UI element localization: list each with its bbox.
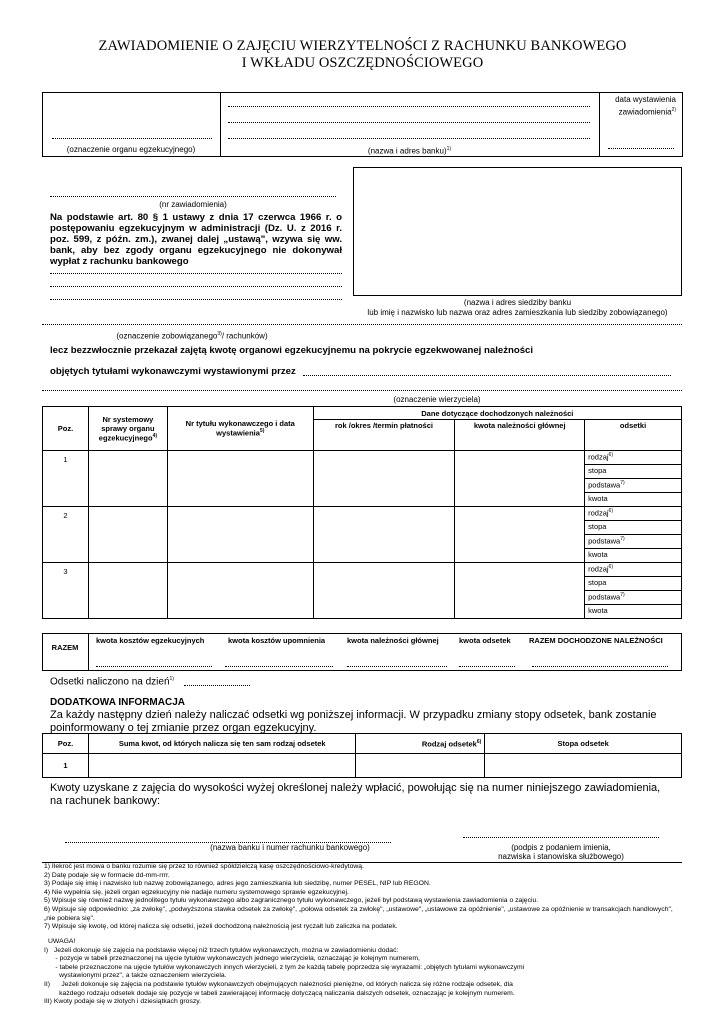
cell-rodzaj[interactable]: rodzaj$^{6)}$ [585, 451, 682, 465]
add-col-stopa: Stopa odsetek [485, 734, 682, 754]
cell-kwota-odsetek[interactable]: kwota [585, 605, 682, 619]
add-cell-suma[interactable] [88, 754, 356, 778]
col-kwota: kwota należności głównej [455, 420, 585, 451]
document-title-line1: ZAWIADOMIENIE O ZAJĘCIU WIERZYTELNOŚCI Z RACHUNKU BANKOWEGO [98, 38, 627, 54]
footnote: 1) Ilekroć jest mowa o banku rozumie się przez to również spółdzielczą kasę oszczędnościowo-kredytową. [44, 863, 364, 870]
koszty-upom-field[interactable] [225, 666, 333, 667]
table-row [43, 563, 682, 577]
date-label: data wystawienia zawiadomienia$^{2)}$ [615, 95, 676, 117]
footnote: 4) Nie wypełnia się, jeżeli organ egzekucyjny nie nadaje numeru systemowego sprawie egzekucyjnej. [44, 888, 349, 896]
payment-text: Kwoty uzyskane z zajęcia do wysokości wyżej określonej należy wpłacić, powołując się na numer niniejszego zawiadomienia, na rachunek bankowy: [50, 782, 661, 807]
cell-nr-sys[interactable] [88, 563, 167, 619]
cell-rodzaj[interactable]: rodzaj$^{6)}$ [585, 507, 682, 521]
organ-field[interactable] [52, 138, 212, 139]
footnote: 7) Wpisuje się kwotę, od której nalicza się odsetki, jeżeli dochodzoną należnością jest ryczałt lub zaliczka na podatek. [44, 923, 398, 931]
signature-label-1: (podpis z podaniem imienia, [511, 843, 611, 852]
organ-label: (oznaczenie organu egzekucyjnego) [66, 145, 196, 154]
note-line: II) Jeżeli dokonuje się zajęcia na podstawie tytułów wykonawczych obejmujących należności pieniężne, od których nalicza się różne rodzaje odsetek, dla [44, 980, 513, 988]
bank-field-line1[interactable] [228, 106, 590, 107]
cell-podstawa[interactable]: podstawa$^{7)}$ [585, 479, 682, 493]
notice-number-label: (nr zawiadomienia) [159, 200, 227, 209]
kwota-odsetek-field[interactable] [459, 666, 515, 667]
note-line: - pozycje w tabeli przeznaczonej na ujęcie tytułów wykonawczych jednego wierzyciela, oznaczając je kolejnym numerem, [44, 955, 420, 963]
creditor-label: (oznaczenie wierzyciela) [393, 395, 481, 404]
cell-nr-tytulu[interactable] [167, 507, 313, 563]
account-field-line1[interactable] [50, 273, 342, 274]
cell-podstawa[interactable]: podstawa$^{7)}$ [585, 591, 682, 605]
dochodzone-field[interactable] [532, 666, 668, 667]
col-odsetki: odsetki [585, 420, 682, 451]
cell-stopa[interactable]: stopa [585, 521, 682, 535]
bank-label: (nazwa i adres banku)$^{1)}$ [367, 146, 452, 156]
add-col-poz: Poz. [43, 734, 89, 754]
account-number-label: (nazwa banku i numer rachunku bankowego) [210, 843, 370, 852]
main-table [42, 406, 682, 619]
cell-nr-tytulu[interactable] [167, 563, 313, 619]
cell-rok[interactable] [313, 451, 455, 507]
notice-number-field[interactable] [50, 196, 336, 197]
kwota-odsetek-label: kwota odsetek [459, 636, 511, 645]
note-line: III) Kwoty podaje się w złotych i dziesiątkach groszy. [44, 998, 202, 1006]
cell-rok[interactable] [313, 563, 455, 619]
address-label-2: lub imię i nazwisko lub nazwa oraz adres zamieszkania lub siedziby zobowiązanego) [367, 308, 668, 317]
footnote: 6) Wpisuje się odpowiednio: „za zwłokę", „podwyższona stawka odsetek za zwłokę", „połowa odsetek za zwłokę", „ustawowe", „ustawowe za opóźnienie", „ustawowe za opóźnienie w transakcjach handlowych", „nie pobiera się". [44, 905, 673, 922]
koszty-upom-label: kwota kosztów upomnienia [228, 636, 326, 645]
additional-table [42, 733, 682, 778]
col-nr-sys: Nr systemowy sprawy organu egzekucyjnego$^{4)}$ [88, 407, 167, 451]
obligor-label: (oznaczenie zobowiązanego$^{3)}$/ rachunków) [116, 331, 268, 341]
additional-text: Za każdy następny dzień należy naliczać odsetki wg poniższej informacji. W przypadku zmiany stopy odsetek, bank zostanie poinformowany o tej zmianie przez organ egzekucyjny. [50, 709, 657, 734]
row-poz: 1 [43, 451, 89, 507]
footnote: 2) Datę podaje się w formacie dd-mm-rrrr. [44, 871, 170, 879]
col-nr-tytulu: Nr tytułu wykonawczego i data wystawienia$^{5)}$ [167, 407, 313, 451]
col-poz: Poz. [43, 407, 89, 451]
col-dane: Dane dotyczące dochodzonych należności [313, 407, 681, 420]
cell-kwota[interactable] [455, 451, 585, 507]
table-row [43, 451, 682, 465]
add-row-poz: 1 [43, 754, 89, 778]
cell-kwota[interactable] [455, 563, 585, 619]
footnotes [44, 863, 680, 932]
add-cell-stopa[interactable] [485, 754, 682, 778]
cell-kwota-odsetek[interactable]: kwota [585, 493, 682, 507]
transfer-line2: objętych tytułami wykonawczymi wystawionymi przez [50, 366, 296, 377]
add-cell-rodzaj[interactable] [356, 754, 485, 778]
cell-nr-sys[interactable] [88, 451, 167, 507]
creditor-field[interactable] [42, 390, 682, 391]
cell-podstawa[interactable]: podstawa$^{7)}$ [585, 535, 682, 549]
cell-rodzaj[interactable]: rodzaj$^{6)}$ [585, 563, 682, 577]
dochodzone-label: RAZEM DOCHODZONE NALEŻNOŚCI [529, 636, 663, 645]
creditor-field-inline[interactable] [303, 375, 671, 376]
table-row [43, 507, 682, 521]
col-rok: rok /okres /termin płatności [313, 420, 455, 451]
document-title-line2: I WKŁADU OSZCZĘDNOŚCIOWEGO [241, 55, 484, 71]
note-line: I) Jeżeli dokonuje się zajęcia na podstawie więcej niż trzech tytułów wykonawczych, można w zawiadomieniu dodać: [44, 946, 399, 954]
cell-kwota-odsetek[interactable]: kwota [585, 549, 682, 563]
cell-nr-tytulu[interactable] [167, 451, 313, 507]
date-field[interactable] [608, 148, 674, 149]
notes [44, 938, 680, 1007]
account-field-line2[interactable] [50, 286, 342, 287]
account-field-line3[interactable] [50, 299, 342, 300]
koszty-egz-field[interactable] [96, 666, 212, 667]
signature-field[interactable] [463, 837, 659, 838]
footnote: 5) Wpisuje się również nazwę jednolitego tytułu wykonawczego albo zagranicznego tytułu wykonawczego, jeżeli był podstawą wystawienia zawiadomienia o zajęciu. [44, 897, 539, 905]
cell-stopa[interactable]: stopa [585, 465, 682, 479]
note-line: - tabele przeznaczone na ujęcie tytułów wykonawczych innych wierzycieli, z tym że każdą tabelę poprzedza się wyrazami: „objętych tytułami wykonawczymi [44, 963, 525, 971]
cell-stopa[interactable]: stopa [585, 577, 682, 591]
koszty-egz-label: kwota kosztów egzekucyjnych [96, 636, 205, 645]
table-row [43, 754, 682, 778]
cell-nr-sys[interactable] [88, 507, 167, 563]
add-col-suma: Suma kwot, od których nalicza się ten sam rodzaj odsetek [88, 734, 356, 754]
row-poz: 3 [43, 563, 89, 619]
cell-rok[interactable] [313, 507, 455, 563]
legal-text: Na podstawie art. 80 § 1 ustawy z dnia 17 czerwca 1966 r. o postępowaniu egzekucyjnym w administracji (Dz. U. z 2016 r. poz. 599, z późn. zm.), zwanej dalej „ustawą", wzywa się ww. bank, aby bez zgody organu egzekucyjnego nie dokonywał wypłat z rachunku bankowego [50, 212, 342, 267]
row-poz: 2 [43, 507, 89, 563]
notes-heading: UWAGA! [48, 938, 76, 945]
bank-field-line3[interactable] [228, 138, 590, 139]
kwota-glowna-field[interactable] [347, 666, 447, 667]
razem-label: RAZEM [51, 643, 79, 652]
signature-label-2: nazwiska i stanowiska służbowego) [498, 852, 624, 861]
footnote: 3) Podaje się imię i nazwisko lub nazwę zobowiązanego, adres jego zamieszkania lub siedzibę, numer PESEL, NIP lub REGON. [44, 880, 431, 888]
interest-date-label: Odsetki naliczono na dzień$^{1)}$ [50, 676, 174, 688]
bank-field-line2[interactable] [228, 122, 590, 123]
note-line: każdego rodzaju odsetek dodaje się pozycje w tabeli zawierającej informację dotyczącą naliczania dalszych odsetek, oznaczając je kolejnym numerem. [44, 989, 515, 997]
interest-date-field[interactable] [184, 685, 250, 686]
kwota-glowna-label: kwota należności głównej [347, 636, 439, 645]
note-line: wystawionymi przez", a także oznaczeniem wierzyciela. [44, 972, 227, 980]
add-col-rodzaj: Rodzaj odsetek$^{6)}$ [356, 734, 485, 754]
address-label-1: (nazwa i adres siedziby banku [463, 298, 572, 307]
additional-heading: DODATKOWA INFORMACJA [50, 697, 185, 708]
cell-kwota[interactable] [455, 507, 585, 563]
transfer-line1: lecz bezzwłocznie przekazał zajętą kwotę organowi egzekucyjnemu na pokrycie egzekwowanej należności [50, 345, 534, 356]
obligor-field[interactable] [42, 324, 682, 325]
bank-address-box[interactable] [353, 167, 682, 296]
